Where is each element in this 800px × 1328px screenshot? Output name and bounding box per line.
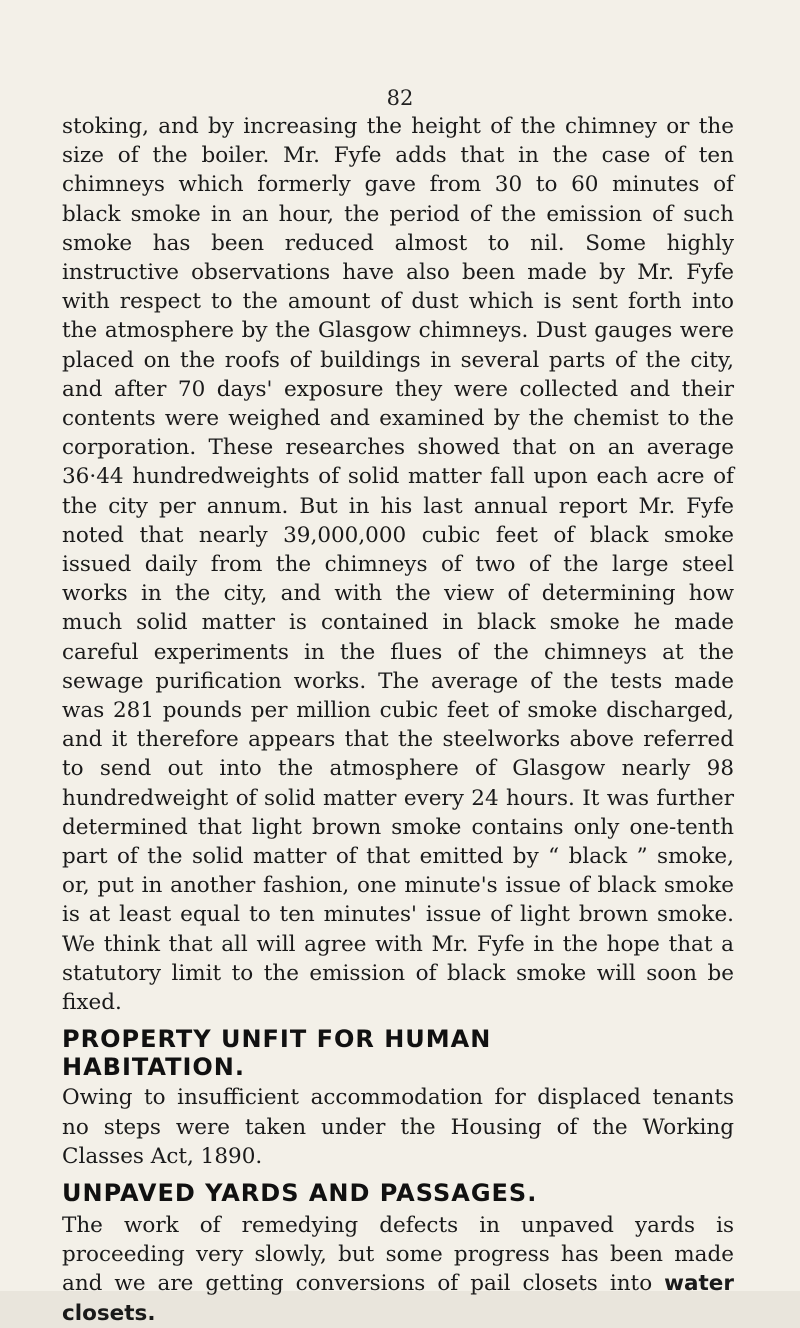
page-body [62,112,734,1328]
heading-unpaved-yards: UNPAVED YARDS AND PASSAGES. [62,1178,538,1207]
heading-property-unfit [62,1025,734,1081]
heading-property-unfit-line2: HABITATION. [62,1053,246,1082]
paragraph-unpaved-yards [62,1211,734,1328]
heading-property-unfit-line1: PROPERTY UNFIT FOR HUMAN [62,1025,492,1054]
paragraph-housing-act: Owing to insufficient accommodation for displaced tenants no steps were taken under the Housing of the Working Classes Act, 1890. [62,1085,734,1169]
page-number: 82 [386,86,414,110]
paragraph-unpaved-yards-text: The work of remedying defects in unpaved yards is proceeding very slowly, but some progress has been made and we are getting conversions of pail closets into [62,1212,734,1297]
paragraph-smoke-observations: stoking, and by increasing the height of the chimney or the size of the boiler. Mr. Fyfe adds that in the case of ten chimneys which formerly gave from 30 to 60 minutes of black smoke in an hour, the period of the emission of such smoke has been reduced almost to nil. Some highly instructive observations have also been made by Mr. Fyfe with respect to the amount of dust which is sent forth into the atmosphere by the Glasgow chimneys. Dust gauges were placed on the roofs of buildings in several parts of the city, and after 70 days' exposure they were collected and their contents were weighed and examined by the chemist to the corporation. These researches showed that on an average 36·44 hundredweights of solid matter fall upon each acre of the city per annum. But in his last annual report Mr. Fyfe noted that nearly 39,000,000 cubic feet of black smoke issued daily from the chimneys of two of the large steel works in the city, and with the view of determining how much solid matter is contained in black smoke he made careful experiments in the flues of the chimneys at the sewage purification works. The average of the tests made was 281 pounds per million cubic feet of smoke discharged, and it therefore appears that the steelworks above referred to send out into the atmosphere of Glasgow nearly 98 hundredweight of solid matter every 24 hours. It was further determined that light brown smoke contains only one-tenth part of the solid matter of that emitted by “ black ” smoke, or, put in another fashion, one minute's issue of black smoke is at least equal to ten minutes' issue of light brown smoke. We think that all will agree with Mr. Fyfe in the hope that a statutory limit to the emission of black smoke will soon be fixed. [62,114,734,1016]
paragraph-unpaved-yards-end: water closets. [62,1271,734,1326]
